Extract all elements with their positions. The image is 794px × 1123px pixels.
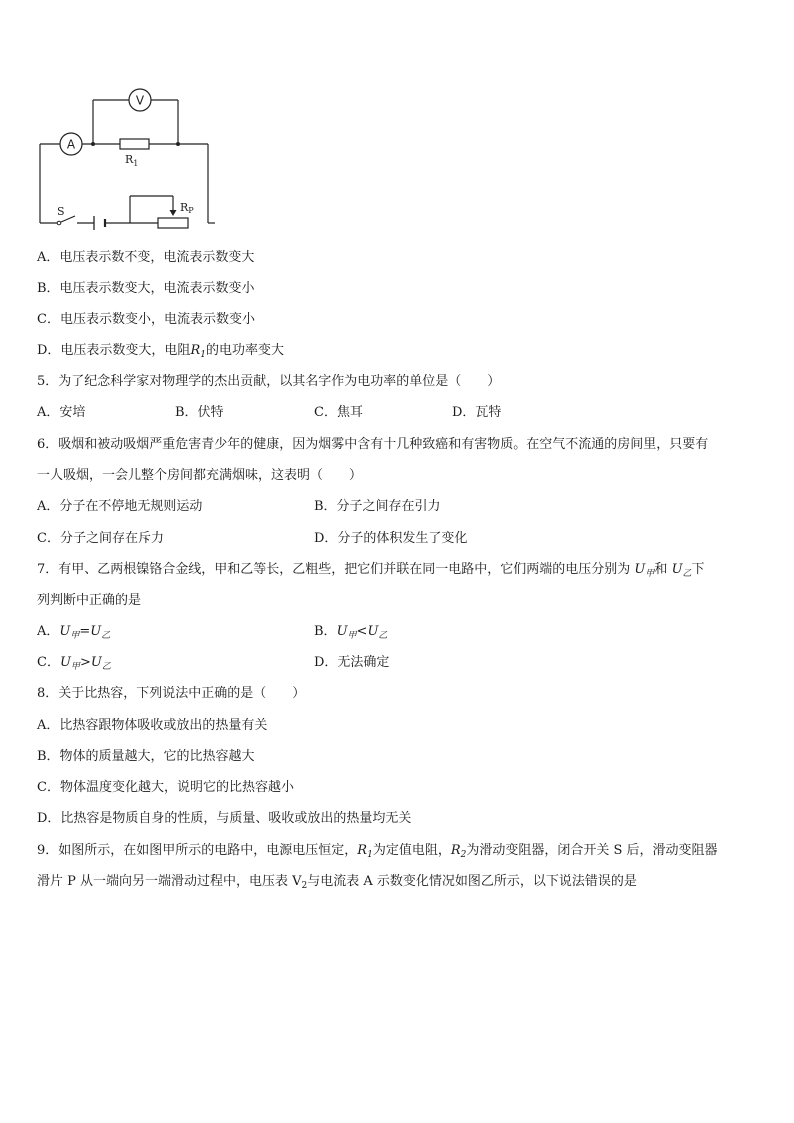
q8-option-b: B．物体的质量越大，它的比热容越大 <box>37 749 255 764</box>
ammeter-label: A <box>66 137 76 152</box>
q4-option-d: D．电压表示数变大，电阻$R_1$的电功率变大 <box>37 343 284 360</box>
rp-label: RP <box>180 201 194 215</box>
rheostat-rp <box>158 218 188 228</box>
q8-option-d: D．比热容是物质自身的性质，与质量、吸收或放出的热量均无关 <box>37 811 412 826</box>
switch-label: S <box>57 205 65 218</box>
q7-option-c: C．$U_甲>U_乙$ <box>37 655 111 672</box>
q7-option-a: A．$U_甲=U_乙$ <box>37 624 111 641</box>
q5-option-b: B．伏特 <box>175 405 224 420</box>
q6-option-a: A．分子在不停地无规则运动 <box>37 499 203 514</box>
q7-stem-line1: 7．有甲、乙两根镍铬合金线，甲和乙等长，乙粗些，把它们并联在同一电路中，它们两端的电压分别为 $U_甲$和 $U_乙$下 <box>37 562 705 579</box>
r1-label: $R_1$ <box>125 153 139 168</box>
q4-option-a: A．电压表示数不变，电流表示数变大 <box>37 250 255 265</box>
q9-stem-line1: 9．如图所示，在如图甲所示的电路中，电源电压恒定，$R_1$为定值电阻，$R_2$为滑动变阻器，闭合开关 S 后，滑动变阻器 <box>37 843 718 860</box>
q7-stem-line2: 列判断中正确的是 <box>37 593 142 608</box>
resistor-r1 <box>120 139 149 149</box>
q7-option-b: B．$U_甲<U_乙$ <box>314 624 388 641</box>
q4-option-b: B．电压表示数变大，电流表示数变小 <box>37 281 255 296</box>
q5-option-c: C．焦耳 <box>314 405 363 420</box>
q6-option-d: D．分子的体积发生了变化 <box>314 531 468 546</box>
q8-stem: 8．关于比热容，下列说法中正确的是（ ） <box>37 686 306 701</box>
q7-option-d: D．无法确定 <box>314 655 390 670</box>
q4-option-c: C．电压表示数变小，电流表示数变小 <box>37 312 255 327</box>
q6-stem-line1: 6．吸烟和被动吸烟严重危害青少年的健康，因为烟雾中含有十几种致癌和有害物质。在空气不流通的房间里，只要有 <box>37 437 709 452</box>
voltmeter-label: V <box>135 93 145 108</box>
q6-stem-line2: 一人吸烟，一会儿整个房间都充满烟味，这表明（ ） <box>37 468 363 483</box>
switch-contact <box>57 221 61 225</box>
q5-option-a: A．安培 <box>37 405 86 420</box>
q5-stem: 5．为了纪念科学家对物理学的杰出贡献，以其名字作为电功率的单位是（ ） <box>37 374 501 389</box>
circuit-diagram <box>30 80 230 235</box>
q8-option-a: A．比热容跟物体吸收或放出的热量有关 <box>37 718 268 733</box>
q5-option-d: D．瓦特 <box>452 405 502 420</box>
q9-stem-line2: 滑片 P 从一端向另一端滑动过程中，电压表 $V_2$与电流表 A 示数变化情况如图乙所示，以下说法错误的是 <box>37 874 637 891</box>
q6-option-b: B．分子之间存在引力 <box>314 499 441 514</box>
q8-option-c: C．物体温度变化越大，说明它的比热容越小 <box>37 780 294 795</box>
q6-option-c: C．分子之间存在斥力 <box>37 531 164 546</box>
